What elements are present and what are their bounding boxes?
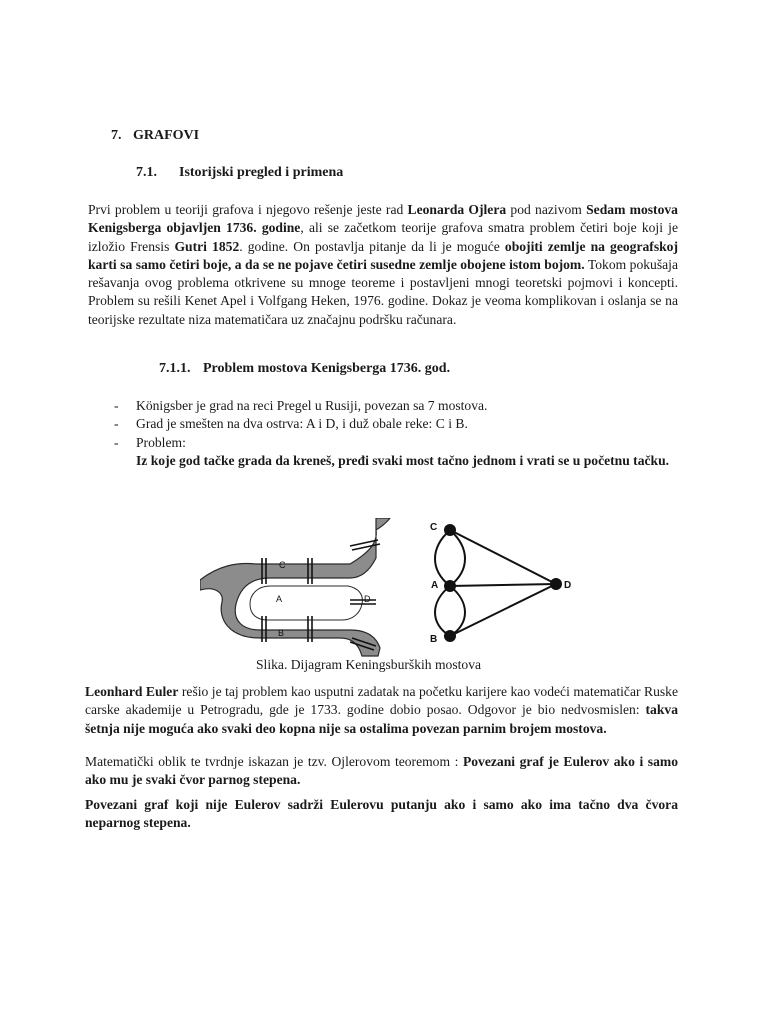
bullet-text: Königsber je grad na reci Pregel u Rusiji, povezan sa 7 mostova. <box>136 398 488 413</box>
graph-label-d: D <box>564 580 572 591</box>
bullet-dash: - <box>114 434 119 450</box>
edge-ab-2 <box>450 586 465 636</box>
graph-label-b: B <box>430 634 438 645</box>
map-label-b: B <box>278 628 285 638</box>
island-a <box>250 586 362 620</box>
edge-ab-1 <box>435 586 450 636</box>
euler-graph <box>430 522 571 645</box>
konigsberg-figure <box>200 518 580 660</box>
theorem-bold: Povezani graf je Eulerov ako i samo ako mu je svaki čvor parnog stepena. <box>85 754 679 788</box>
section-number: 7. <box>111 128 122 143</box>
intro-bold-title: Sedam mostova Kenigsberga objavljen 1736. godine <box>88 202 678 236</box>
euler-text: rešio je taj problem kao usputni zadatak na početku karijere kao vodeći matematičar Ruske carske akademije u Petrogradu, gde je 1733. godine dobio posao. Odgovor je bio nedvosmislen: <box>85 684 679 718</box>
section-heading <box>111 127 199 145</box>
subsubsection-heading <box>159 360 450 378</box>
bullet-list <box>112 397 678 470</box>
list-item <box>112 397 678 415</box>
edge-ca-1 <box>435 530 450 586</box>
subsubsection-number: 7.1.1. <box>159 361 191 376</box>
euler-bold-answer: takva šetnja nije moguća ako svaki deo kopna nije sa ostalima povezan parnim brojem mostova. <box>85 702 678 736</box>
theorem-text: Matematički oblik te tvrdnje iskazan je tzv. Ojlerovom teoremom : <box>85 754 463 769</box>
vertex-d <box>550 578 562 590</box>
map-label-a: A <box>276 594 283 604</box>
edge-bd <box>450 584 556 636</box>
bullet-text: Grad je smešten na dva ostrva: A i D, i duž obale reke: C i B. <box>136 416 468 432</box>
subsection-heading <box>136 164 343 182</box>
vertex-b <box>444 630 456 642</box>
list-item <box>112 415 678 433</box>
theorem-paragraph <box>85 753 678 790</box>
bridges-map <box>200 518 390 656</box>
subsection-title: Istorijski pregled i primena <box>179 165 344 180</box>
intro-paragraph <box>88 201 678 329</box>
bullet-dash: - <box>114 416 119 432</box>
intro-text-1: Prvi problem u teoriji grafova i njegovo rešenje jeste rad <box>88 202 408 217</box>
intro-text-3: , ali se začetkom teorije grafova smatra problem četiri boje koji je izložio Frensis <box>88 220 678 254</box>
graph-label-a: A <box>431 580 439 591</box>
bullet-dash: - <box>114 398 119 413</box>
intro-bold-question: obojiti zemlje na geografskoj karti sa samo četiri boje, a da se ne pojave četiri susedne zemlje obojene istom bojom. <box>88 238 679 272</box>
subsubsection-title: Problem mostova Kenigsberga 1736. god. <box>203 361 451 376</box>
vertex-a <box>444 580 456 592</box>
list-item <box>112 434 678 452</box>
figure-caption: Slika. Dijagram Keningsburških mostova <box>256 657 482 672</box>
graph-label-c: C <box>430 522 438 533</box>
edge-ad <box>450 584 556 586</box>
euler-paragraph <box>85 683 678 738</box>
map-label-d: D <box>364 594 371 604</box>
vertex-c <box>444 524 456 536</box>
intro-bold-ojler: Leonarda Ojlera <box>407 202 507 217</box>
map-label-c: C <box>279 560 286 570</box>
bullet-text: Problem: <box>136 434 186 450</box>
euler-bold-name: Leonhard Euler <box>85 684 179 699</box>
intro-text-5: Tokom pokušaja rešavanja ovog problema otkrivene su mnoge teoreme i postavljeni mnogi teoretski pojmovi i koncepti. Problem su rešili Kenet Apel i Volfgang Heken, 1976. godine. Dokaz je veoma komplikovan i oslanja se na teorijske rezultate niza matematičara uz značajnu podršku računara. <box>88 256 678 327</box>
corollary-paragraph: Povezani graf koji nije Eulerov sadrži Eulerovu putanju ako i samo ako ima tačno dva čvora neparnog stepena. <box>85 797 678 831</box>
intro-text-4: . godine. On postavlja pitanje da li je moguće <box>239 238 505 254</box>
intro-text-2: pod nazivom <box>506 202 587 217</box>
subsection-number: 7.1. <box>136 165 157 180</box>
edge-ca-2 <box>450 530 465 586</box>
problem-statement: Iz koje god tačke grada da kreneš, pređi svaki most tačno jednom i vrati se u početnu tačku. <box>136 452 670 468</box>
section-title: GRAFOVI <box>133 128 200 143</box>
intro-bold-gutri: Gutri 1852 <box>174 238 240 254</box>
